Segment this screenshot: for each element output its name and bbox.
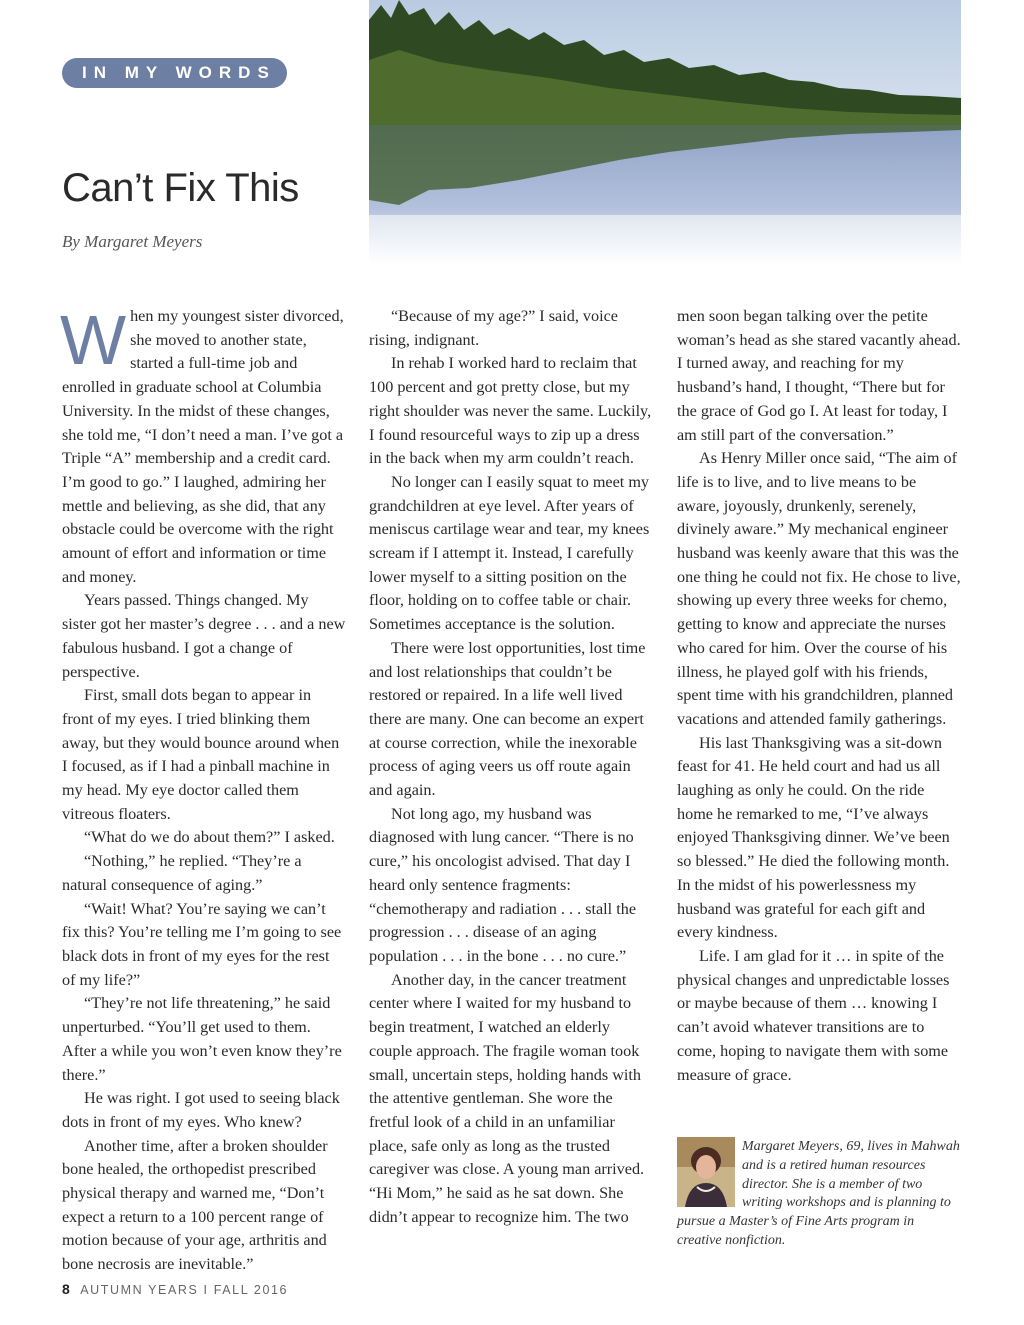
paragraph: Life. I am glad for it … in spite of the physical changes and unpredictable losses or maybe because of them … knowing I can’t avoid whatever transitions are to come, hoping to navigate them with some measure of grace.: [677, 946, 950, 1084]
paragraph: His last Thanksgiving was a sit-down feast for 41. He held court and had us all laughing as only he could. On the ride home he remarked to me, “I’ve always enjoyed Thanksgiving dinner. We’ve been so blessed.” He died the following month. In the midst of his powerlessness my husband was grateful for each gift and every kindness.: [677, 733, 950, 942]
paragraph: First, small dots began to appear in front of my eyes. I tried blinking them away, but they would bounce around when I focused, as if I had a pinball machine in my head. My eye doctor called them vitreous floaters.: [62, 686, 340, 823]
paragraph: Another day, in the cancer treatment center where I waited for my husband to begin treatment, I watched an elderly couple approach. The fragile woman took small, uncertain steps, holding hands with the attentive gentleman. She wore the fretful look of a child in an unfamiliar place, safe only as long as the trusted caregiver was close. A young man arrived. “Hi Mom,” he said as he sat down. She didn’t appear to recognize him. The two: [369, 970, 645, 1226]
page-number: 8: [62, 1281, 70, 1297]
paragraph: “They’re not life threatening,” he said unperturbed. “You’ll get used to them. After a while you won’t even know they’re there.”: [62, 994, 342, 1084]
paragraph: men soon began talking over the petite woman’s head as she stared vacantly ahead. I turned away, and reaching for my husband’s hand, I thought, “There but for the grace of God go I. At least for today, I am still part of the conversation.”: [677, 307, 961, 444]
paragraph: “Nothing,” he replied. “They’re a natural consequence of aging.”: [62, 852, 302, 894]
paragraph: “Because of my age?” I said, voice rising, indignant.: [369, 307, 618, 349]
paragraph: No longer can I easily squat to meet my grandchildren at eye level. After years of meniscus cartilage wear and tear, my knees scream if I attempt it. Instead, I carefully lower myself to a sitting position on the floor, holding on to coffee table or chair. Sometimes acceptance is the solution.: [369, 472, 650, 634]
article-column-1: [60, 301, 346, 1277]
publication-info: AUTUMN YEARS I FALL 2016: [80, 1283, 289, 1297]
section-label: IN MY WORDS: [62, 58, 287, 88]
paragraph: “What do we do about them?” I asked.: [84, 828, 335, 847]
paragraph: Another time, after a broken shoulder bone healed, the orthopedist prescribed physical therapy and warned me, “Don’t expect a return to a 100 percent range of motion because of your age, arthritis and bone necrosis are inevitable.”: [62, 1136, 328, 1274]
article-title: Can’t Fix This: [62, 166, 299, 210]
author-bio: Margaret Meyers, 69, lives in Mahwah and is a retired human resources director. She is a member of two writing workshops and is planning to pursue a Master’s of Fine Arts program in creative nonfiction.: [677, 1139, 960, 1248]
article-column-2: [369, 305, 655, 1229]
paragraph: He was right. I got used to seeing black dots in front of my eyes. Who knew?: [62, 1089, 340, 1131]
byline: By Margaret Meyers: [62, 232, 203, 251]
paragraph: Not long ago, my husband was diagnosed with lung cancer. “There is no cure,” his oncologist advised. That day I heard only sentence fragments: “chemotherapy and radiation . . . stall the progression . . . disease of an aging population . . . in the bone . . . no cure.”: [369, 804, 636, 965]
paragraph: In rehab I worked hard to reclaim that 100 percent and got pretty close, but my right shoulder was never the same. Luckily, I found resourceful ways to zip up a dress in the back when my arm couldn’t reach.: [369, 354, 652, 468]
paragraph: As Henry Miller once said, “The aim of life is to live, and to live means to be aware, joyously, drunkenly, serenely, divinely aware.” My mechanical engineer husband was keenly aware that this was the one thing he could not fix. He chose to live, showing up every three weeks for chemo, getting to know and appreciate the nurses who cared for him. Over the course of his illness, he played golf with his friends, spent time with his grandchildren, planned vacations and attended family gatherings.: [677, 449, 961, 728]
article-column-3: [677, 305, 961, 1087]
paragraph: “Wait! What? You’re saying we can’t fix this? You’re telling me I’m going to see black dots in front of my eyes for the rest of my life?”: [62, 899, 342, 989]
paragraph: There were lost opportunities, lost time and lost relationships that couldn’t be restored or repaired. In a life well lived there are many. One can become an expert at course correction, while the inexorable process of aging veers us off route again and again.: [369, 638, 646, 800]
lake-photo: [369, 0, 961, 265]
drop-cap: W: [60, 301, 127, 379]
paragraph: Years passed. Things changed. My sister got her master’s degree . . . and a new fabulous husband. I got a change of perspective.: [62, 591, 346, 681]
paragraph: When my youngest sister divorced, she moved to another state, started a full-time job and enrolled in graduate school at Columbia University. In the midst of these changes, she told me, “I don’t need a man. I’ve got a Triple “A” membership and a credit card. I’m good to go.” I laughed, admiring her mettle and believing, as she did, that any obstacle could be overcome with the right amount of effort and information or time and money.: [60, 301, 344, 586]
page-footer: [62, 1281, 288, 1297]
